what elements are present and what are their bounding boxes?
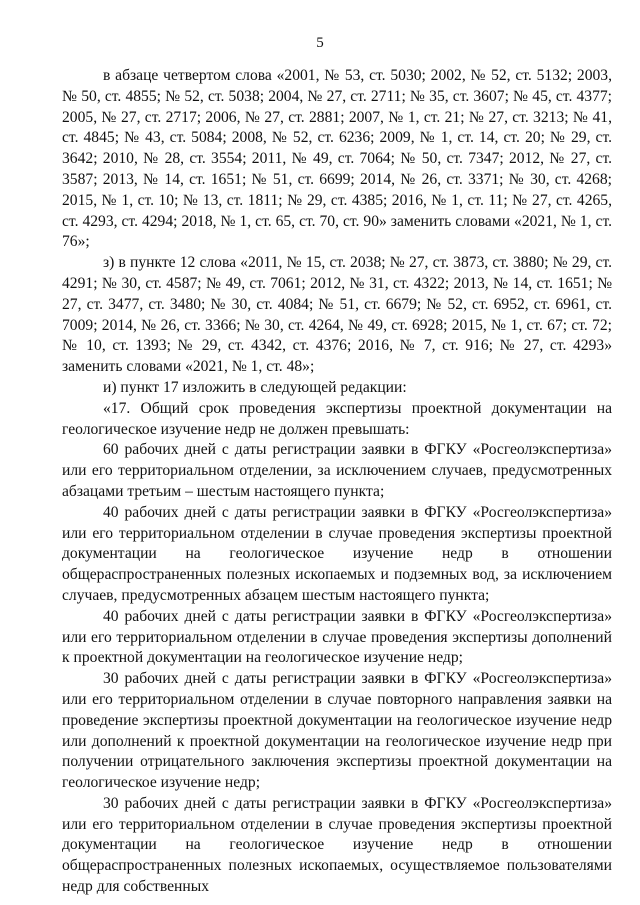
paragraph-40-working-days-common-minerals: 40 рабочих дней с даты регистрации заявки в ФГКУ «Росгеолэкспертиза» или его территориальном отделении в случае проведения экспертизы проектной документации на геологическое изучение недр в отношении общераспространенных полезных ископаемых и подземных вод, за исключением случаев, предусмотренных абзацем шестым настоящего пункта; [62, 503, 612, 604]
paragraph-30-working-days-repeat: 30 рабочих дней с даты регистрации заявки в ФГКУ «Росгеолэкспертиза» или его территориальном отделении в случае повторного направления заявки на проведение экспертизы проектной документации на геологическое изучение недр или дополнений к проектной документации на геологическое изучение недр при получении отрицательного заключения экспертизы проектной документации на геологическое изучение недр; [62, 670, 612, 792]
page-number: 5 [316, 35, 324, 51]
paragraph-40-working-days-supplements: 40 рабочих дней с даты регистрации заявки в ФГКУ «Росгеолэкспертиза» или его территориальном отделении в случае проведения экспертизы дополнений к проектной документации на геологическое изучение недр; [62, 607, 612, 667]
paragraph-60-working-days: 60 рабочих дней с даты регистрации заявки в ФГКУ «Росгеолэкспертиза» или его территориальном отделении, за исключением случаев, предусмотренных абзацами третьим – шестым настоящего пункта; [62, 441, 612, 500]
paragraph-30-working-days-own-needs: 30 рабочих дней с даты регистрации заявки в ФГКУ «Росгеолэкспертиза» или его территориальном отделении в случае проведения экспертизы проектной документации на геологическое изучение недр в отношении общераспространенных полезных ископаемых, осуществляемое пользователями недр для собственных [62, 794, 612, 896]
paragraph-item-z-point-12: з) в пункте 12 слова «2011, № 15, ст. 2038; № 27, ст. 3873, ст. 3880; № 29, ст. 4291; № 30, ст. 4587; № 49, ст. 7061; 2012, № 31, ст. 4322; 2013, № 14, ст. 1651; № 27, ст. 3477, ст. 3480; № 30, ст. 4084; № 51, ст. 6679; № 52, ст. 6952, ст. 6961, ст. 7009; 2014, № 26, ст. 3366; № 30, ст. 4264, № 49, ст. 6928; 2015, № 1, ст. 67; ст. 72; № 10, ст. 1393; № 29, ст. 4342, ст. 4376; 2016, № 7, ст. 916; № 27, ст. 4293» заменить словами «2021, № 1, ст. 48»; [62, 254, 612, 376]
paragraph-item-i-point-17: и) пункт 17 изложить в следующей редакции: [103, 378, 407, 396]
document-body [62, 66, 612, 898]
paragraph-point-17-heading: «17. Общий срок проведения экспертизы проектной документации на геологическое изучение недр не должен превышать: [62, 399, 612, 438]
paragraph-amendment-paragraph-four: в абзаце четвертом слова «2001, № 53, ст. 5030; 2002, № 52, ст. 5132; 2003, № 50, ст. 4855; № 52, ст. 5038; 2004, № 27, ст. 2711; № 35, ст. 3607; № 45, ст. 4377; 2005, № 27, ст. 2717; 2006, № 27, ст. 2881; 2007, № 1, ст. 21; № 27, ст. 3213; № 41, ст. 4845; № 43, ст. 5084; 2008, № 52, ст. 6236; 2009, № 1, ст. 14, ст. 20; № 29, ст. 3642; 2010, № 28, ст. 3554; 2011, № 49, ст. 7064; № 50, ст. 7347; 2012, № 27, ст. 3587; 2013, № 14, ст. 1651; № 51, ст. 6699; 2014, № 26, ст. 3371; № 30, ст. 4268; 2015, № 1, ст. 10; № 13, ст. 1811; № 29, ст. 4385; 2016, № 1, ст. 11; № 27, ст. 4265, ст. 4293, ст. 4294; 2018, № 1, ст. 65, ст. 70, ст. 90» заменить словами «2021, № 1, ст. 76»; [62, 67, 612, 251]
